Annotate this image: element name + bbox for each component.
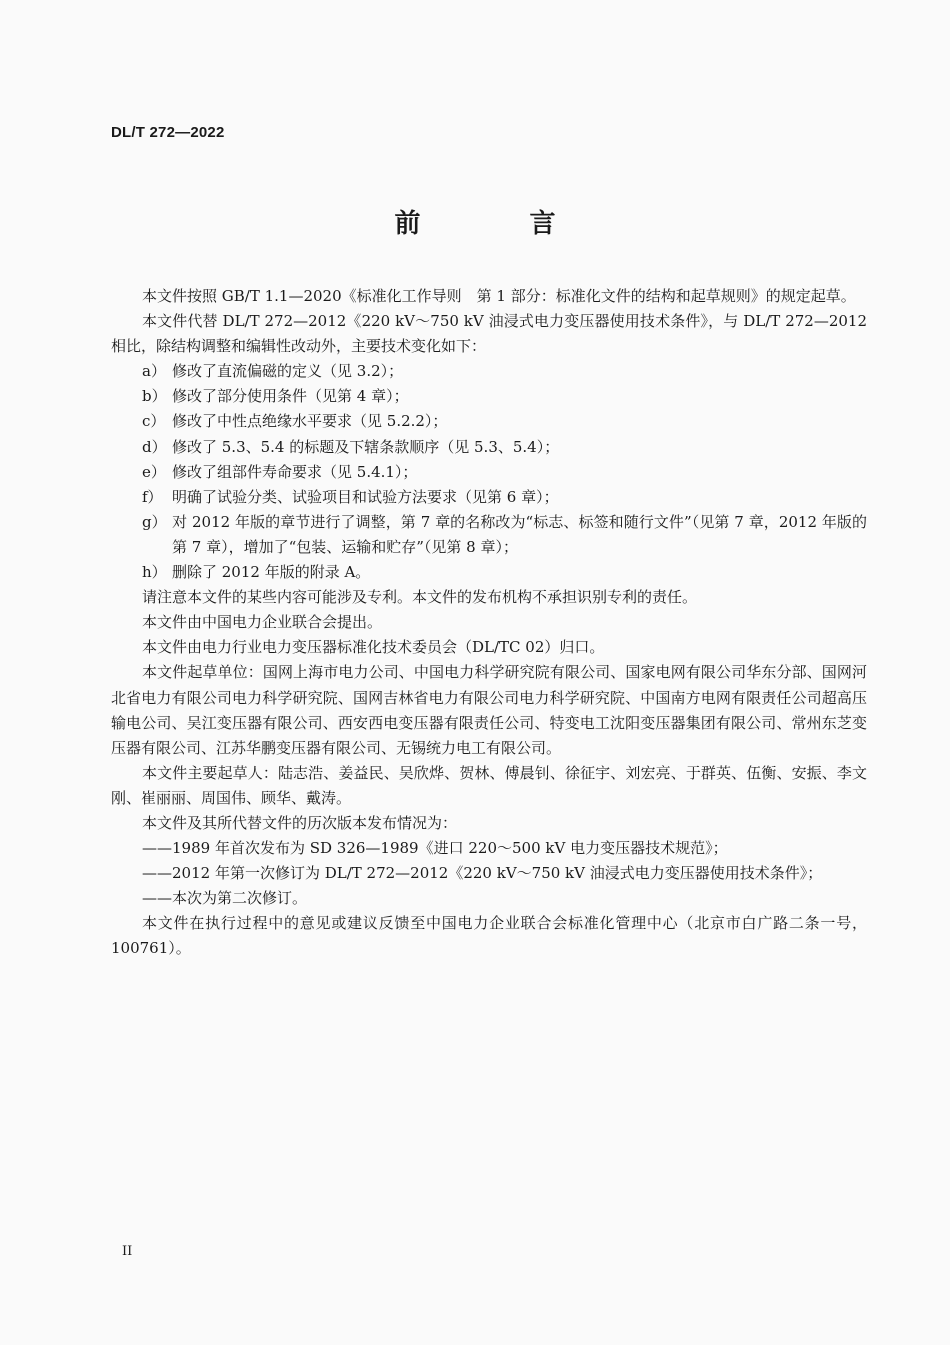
list-item-text: 修改了中性点绝缘水平要求（见 5.2.2）； <box>172 412 448 431</box>
list-item-label: c） <box>142 412 166 431</box>
list-item-text: 修改了组部件寿命要求（见 5.4.1）； <box>172 462 418 481</box>
list-item-text: 修改了直流偏磁的定义（见 3.2）； <box>172 362 404 381</box>
list-item <box>111 510 867 560</box>
list-item-text: 修改了 5.3、5.4 的标题及下辖条款顺序（见 5.3、5.4）； <box>172 437 560 456</box>
page-title: 前 言 <box>394 209 606 239</box>
history-list <box>111 836 867 911</box>
paragraph-basis: 本文件按照 GB/T 1.1—2020《标准化工作导则 第 1 部分：标准化文件的结构和起草规则》的规定起草。 <box>142 287 856 305</box>
history-item: ——2012 年第一次修订为 DL/T 272—2012《220 kV～750 kV 油浸式电力变压器使用技术条件》； <box>142 864 823 883</box>
list-item <box>111 560 867 585</box>
list-item-text: 修改了部分使用条件（见第 4 章）； <box>172 387 409 406</box>
list-item-text: 删除了 2012 年版的附录 A。 <box>172 563 371 582</box>
list-item-text: 明确了试验分类、试验项目和试验方法要求（见第 6 章）； <box>172 487 559 506</box>
list-item-label: a） <box>142 362 166 381</box>
document-id-header: DL/T 272—2022 <box>111 124 225 141</box>
paragraph-patent-notice: 请注意本文件的某些内容可能涉及专利。本文件的发布机构不承担识别专利的责任。 <box>142 588 698 607</box>
list-item-label: h） <box>142 563 167 582</box>
list-item-label: g） <box>142 512 167 531</box>
list-item <box>111 435 867 460</box>
paragraph-history-intro: 本文件及其所代替文件的历次版本发布情况为： <box>142 813 458 832</box>
history-item: ——本次为第二次修订。 <box>142 889 308 908</box>
list-item-text: 对 2012 年版的章节进行了调整，第 7 章的名称改为“标志、标签和随行文件”（见第 7 章，2012 年版的第 7 章），增加了“包装、运输和贮存”（见第 8 章）； <box>172 512 867 556</box>
paragraph-replacement: 本文件代替 DL/T 272—2012《220 kV～750 kV 油浸式电力变压器使用技术条件》，与 DL/T 272—2012 相比，除结构调整和编辑性改动外，主要技术变化如下： <box>111 312 867 356</box>
document-body <box>111 284 867 962</box>
paragraph-proposer: 本文件由中国电力企业联合会提出。 <box>142 613 383 632</box>
list-item <box>111 359 867 384</box>
list-item-label: d） <box>142 437 167 456</box>
list-item-label: e） <box>142 462 166 481</box>
paragraph-committee: 本文件由电力行业电力变压器标准化技术委员会（DL/TC 02）归口。 <box>142 638 605 657</box>
list-item-label: b） <box>142 387 167 406</box>
history-item: ——1989 年首次发布为 SD 326—1989《进口 220～500 kV 电力变压器技术规范》； <box>142 839 728 858</box>
page-number: II <box>122 1244 133 1259</box>
list-item <box>111 409 867 434</box>
list-item <box>111 384 867 409</box>
changes-list <box>111 359 867 585</box>
paragraph-drafting-units: 本文件起草单位：国网上海市电力公司、中国电力科学研究院有限公司、国家电网有限公司华东分部、国网河北省电力有限公司电力科学研究院、国网吉林省电力有限公司电力科学研究院、中国南方电网有限责任公司超高压输电公司、吴江变压器有限公司、西安西电变压器有限责任公司、特变电工沈阳变压器集团有限公司、常州东芝变压器有限公司、江苏华鹏变压器有限公司、无锡统力电工有限公司。 <box>111 663 867 757</box>
list-item <box>111 485 867 510</box>
list-item-label: f） <box>142 487 163 506</box>
paragraph-feedback: 本文件在执行过程中的意见或建议反馈至中国电力企业联合会标准化管理中心（北京市白广路二条一号，100761）。 <box>111 914 867 958</box>
list-item <box>111 460 867 485</box>
paragraph-drafters: 本文件主要起草人：陆志浩、姜益民、吴欣烨、贺林、傅晨钊、徐征宇、刘宏亮、于群英、伍衡、安振、李文刚、崔丽丽、周国伟、顾华、戴涛。 <box>111 763 867 807</box>
